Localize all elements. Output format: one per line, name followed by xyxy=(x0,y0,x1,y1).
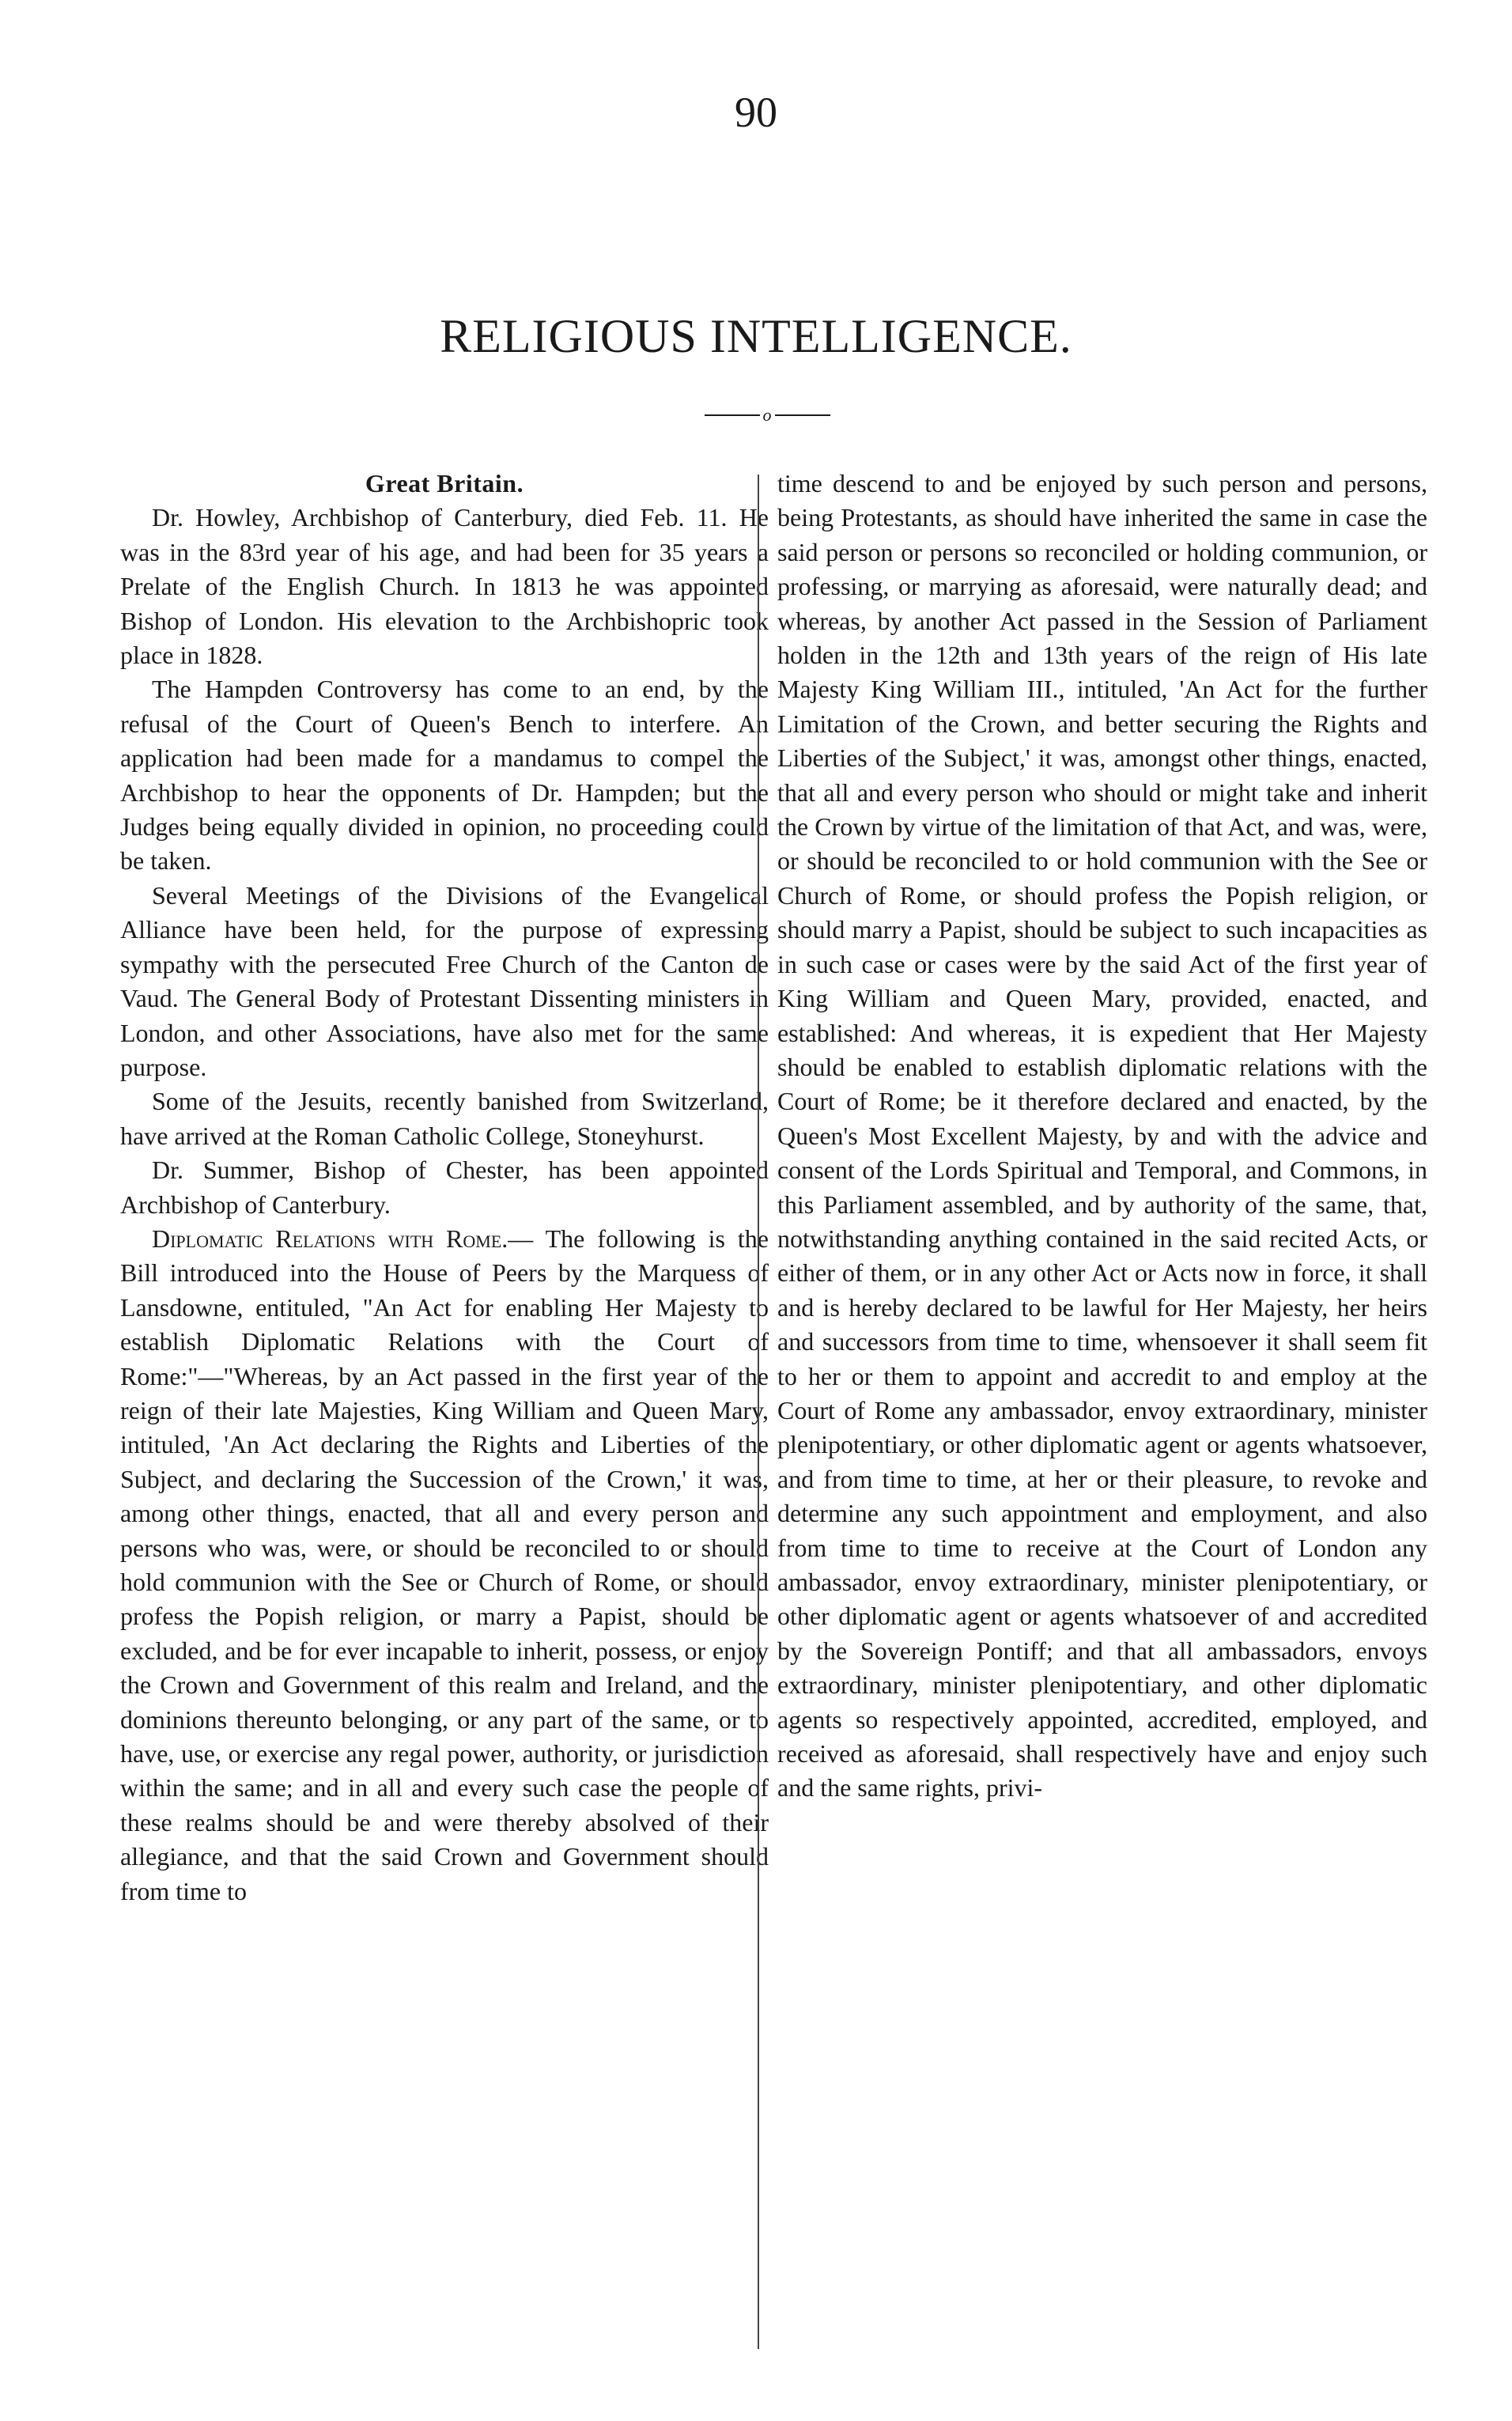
paragraph-howley: Dr. Howley, Archbishop of Canterbury, died Feb. 11. He was in the 83rd year of his age, and had been for 35 years a Prelate of the English Church. In 1813 he was appointed Bishop of London. His elevation to the Archbishopric took place in 1828. xyxy=(120,503,769,670)
left-column xyxy=(120,467,769,1908)
page-title: RELIGIOUS INTELLIGENCE. xyxy=(440,310,1072,362)
divider-mark: o xyxy=(762,405,772,425)
paragraph-jesuits: Some of the Jesuits, recently banished from Switzerland, have arrived at the Roman Catholic College, Stoneyhurst. xyxy=(120,1087,769,1150)
paragraph-diplomatic-bill xyxy=(120,1222,769,1908)
ornamental-divider xyxy=(688,403,846,427)
bill-text-continued: time descend to and be enjoyed by such person and persons, being Protestants, as should have inherited the same in case the said person or persons so reconciled or holding communion, or professing, or marrying as aforesaid, were naturally dead; and whereas, by another Act passed in the Session of Parliament holden in the 12th and 13th years of the reign of His late Majesty King William III., intituled, 'An Act for the further Limitation of the Crown, and better securing the Rights and Liberties of the Subject,' it was, amongst other things, enacted, that all and every person who should or might take and inherit the Crown by virtue of the limitation of that Act, and was, were, or should be reconciled to or hold communion with the See or Church of Rome, or should profess the Popish religion, or should marry a Papist, should be subject to such incapacities as in such case or cases were by the said Act of the first year of King William and Queen Mary, provided, enacted, and established: And whereas, it is expedient that Her Majesty should be enabled to establish diplomatic relations with the Court of Rome; be it therefore declared and enacted, by the Queen's Most Excellent Majesty, by and with the advice and consent of the Lords Spiritual and Temporal, and Commons, in this Parliament assembled, and by authority of the same, that, notwithstanding anything contained in the said recited Acts, or either of them, or in any other Act or Acts now in force, it shall and is hereby declared to be lawful for Her Majesty, her heirs and successors from time to time, whensoever it shall seem fit to her or them to appoint and accredit to and employ at the Court of Rome any ambassador, envoy extraordinary, minister plenipotentiary, or other diplomatic agent or agents whatsoever, and from time to time, at her or their pleasure, to revoke and determine any such appointment and employment, and also from time to time to receive at the Court of London any ambassador, envoy extraordinary, minister plenipotentiary, or other diplomatic agent or agents whatsoever of and accredited by the Sovereign Pontiff; and that all ambassadors, envoys extraordinary, minister plenipotentiary, and other diplomatic agents so respectively appointed, accredited, employed, and received as aforesaid, shall respectively have and enjoy such and the same rights, privi- xyxy=(777,469,1427,1803)
paragraph-hampden: The Hampden Controversy has come to an end, by the refusal of the Court of Queen's Bench to interfere. An application had been made for a mandamus to compel the Archbishop to hear the opponents of Dr. Hampden; but the Judges being equally divided in opinion, no proceeding could be taken. xyxy=(120,675,769,876)
right-column xyxy=(777,467,1427,1806)
paragraph-evangelical-alliance: Several Meetings of the Divisions of the Evangelical Alliance have been held, for the purpose of expressing sympathy with the persecuted Free Church of the Canton de Vaud. The General Body of Protestant Dissenting ministers in London, and other Associations, have also met for the same purpose. xyxy=(120,880,769,1081)
section-heading-great-britain: Great Britain. xyxy=(365,469,524,497)
run-in-heading: Diplomatic Relations with Rome. xyxy=(152,1224,508,1253)
page-number: 90 xyxy=(735,89,777,136)
paragraph-summer: Dr. Summer, Bishop of Chester, has been appointed Archbishop of Canterbury. xyxy=(120,1156,769,1219)
bill-text-start: — The following is the Bill introduced into the House of Peers by the Marquess of Lansdowne, entituled, "An Act for enabling Her Majesty to establish Diplomatic Relations with the Court of Rome:"—"Whereas, by an Act passed in the first year of the reign of their late Majesties, King William and Queen Mary, intituled, 'An Act declaring the Rights and Liberties of the Subject, and declaring the Succession of the Crown,' it was, among other things, enacted, that all and every person and persons who was, were, or should be reconciled to or should hold communion with the See or Church of Rome, or should profess the Popish religion, or marry a Papist, should be excluded, and be for ever incapable to inherit, possess, or enjoy the Crown and Government of this realm and Ireland, and the dominions thereunto belonging, or any part of the same, or to have, use, or exercise any regal power, authority, or jurisdiction within the same; and in all and every such case the people of these realms should be and were thereby absolved of their allegiance, and that the said Crown and Government should from time to xyxy=(120,1224,769,1905)
divider-rule-right xyxy=(775,414,830,416)
divider-rule-left xyxy=(705,414,760,416)
column-divider-rule xyxy=(758,475,759,2349)
